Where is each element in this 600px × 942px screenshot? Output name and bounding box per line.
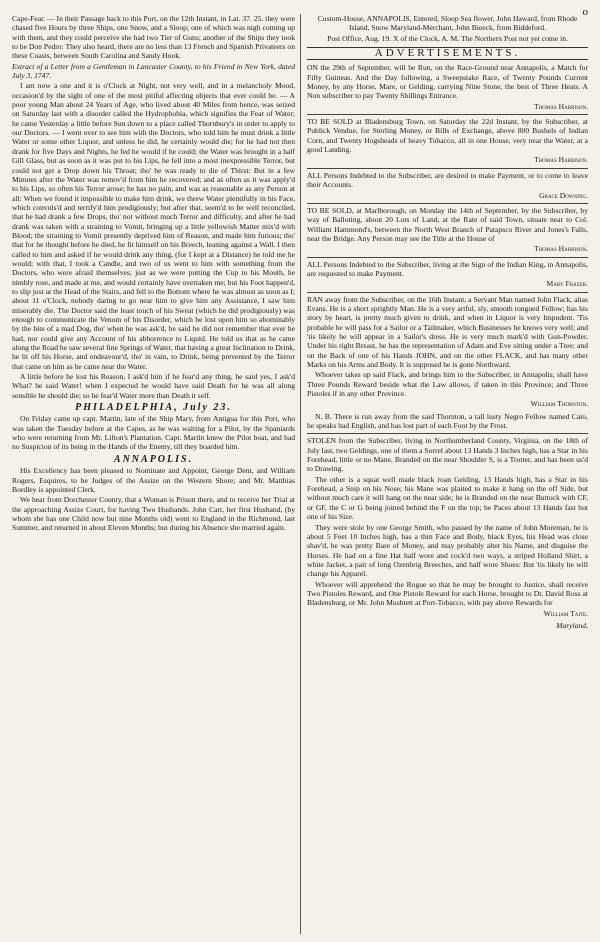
- divider: [307, 203, 588, 204]
- annapolis-appointment: His Excellency has been pleased to Nominate and Appoint, George Dent, and William Rogers, Esquires, to be Judges of the Assize on the Western Shore; and Mr. Matthias Bordley is appointed Clerk.: [12, 466, 295, 494]
- ad-stolen: [307, 436, 588, 618]
- ad-runaway-note: N. B. There is run away from the said Thornton, a tall lusty Negro Fellow named Cato, he speaks bad English, and has lost part of each Foot by the Frost.: [307, 411, 588, 431]
- ad-stolen-second-horse: The other is a squat well made black roan Gelding, 13 Hands high, has a Star in his Forehead, a Snip on his Nose; his Mane was plaited to make it hang on the off Side, but without much care it will hang on the near side; he is Branded on the near Buttock with CF, or GF, the C or G being joined behind the F on the top; he Paces about 13 Hands fast but one of his Size.: [307, 474, 588, 522]
- ad-stolen-text: STOLEN from the Subscriber, living in Northumberland County, Virginia, on the 18th of July last, two Geldings, one of them a Sorrel about 13 Hands 3 Inches high, has a Star in his Forehead, little or no Mane, Branded on the near Shoulder S, is a Trotter, and has been us'd to Drawing.: [307, 436, 588, 474]
- left-column: [12, 14, 300, 934]
- letter-extract-heading: Extract of a Letter from a Gentleman in Lancaster County, to his Friend in New York, dated July 3, 1747.: [12, 61, 295, 81]
- philadelphia-news: On Friday came up capt. Martin, late of the Ship Mary, from Antigua for this Port, who was taken the Tuesday before at the Capes, as he was waiting for a Pilot, by the Spaniards who were returning from Mr. Lifton's Plantation. Capt. Martin knew the Pilot boat, and had no Suspicion of its being in the Hands of the Enemy, till they boarded him.: [12, 414, 295, 452]
- ad-indian-king-text: ALL Persons Indebted to the Subscriber, living at the Sign of the Indian King, in Annapolis, are requested to make Payment.: [307, 259, 588, 278]
- page-number: o: [582, 6, 588, 18]
- post-office-notice: Post Office, Aug. 19. X of the Clock, A. M. The Northern Post not yet come in.: [327, 33, 568, 43]
- ad-stolen-thief: They were stole by one George Smith, who passed by the name of John Moreman, he is about 5 Feet 10 Inches high, has a thin Face and Body, black Eyes, his Head was close shav'd, he was pretty Bare of Money, and may probably alter his Name, and disguise the Horses. He had on a fine Hat half wore and cock'd two ways, a striped Holland Shirt, a white Jacket, a pair of long Ozenbrig Breeches, and half wore Shoes: But 'tis likely he will change his Apparel.: [307, 522, 588, 579]
- ad-runaway-signature: William Thornton.: [530, 399, 588, 409]
- ad-to-be-sold-text: TO BE SOLD at Bladensburg Town, on Saturday the 22d Instant, by the Subscriber, at Publick Vendue, for Sterling Money, or Bills of Exchange, above 800 Bushels of Indian Corn, and Twenty Hogsheads of heavy Tobacco, all in one House, very near the Water, at a good Landing.: [307, 117, 588, 155]
- cape-fear-news: Cape-Fear. — In their Passage back to this Port, on the 12th Instant, in Lat. 37. 25. they were chased five Hours by three Ships, one Snow, and a Sloop; one of which was nigh coming up with them, and they could perceive she had two Tier of Guns; another of the Ships they took to be Don Pedro: They also heard, there are no less than 13 French and Spanish Privateers on these Coasts, between South Carolina and Sandy Hook.: [12, 14, 295, 61]
- ad-runaway-text: RAN away from the Subscriber, on the 16th Instant, a Servant Man named John Flack, alias Evans. He is a short sprightly Man. He is a very artful, sly, smooth tongued Fellow; has his story by heart, is pretty much given to drink, and when in Liquor is very Impudent. 'Tis probable he will pass for a Sailor or a Tailmaker, which Businesses he knows very well; and 'tis likely he will appear in a Sailor's dress. He is very much mark'd with Gun-Powder. Under his right Breast, he has the representation of Adam and Eve sitting under a Tree; and on the Back of one of his Hands JOHN, and on the other FLACK, and has many other Marks on his Arms and Body. It is supposed he is gone Northward.: [307, 294, 588, 369]
- custom-house-entries: Custom-House, ANNAPOLIS, Entered, Sloop Sea flower, John Haward, from Rhode Island, Snow Maryland-Merchant, John Bieeck, from Biddeford.: [317, 14, 578, 33]
- ad-lots-text: TO BE SOLD, at Marlborough, on Monday the 14th of September, by the Subscriber, by way of Balloting, about 20 Lots of Land, at the Rate of said Town, situate near to Col. William Hammond's, between the North West Branch of Patapsco River and Jones's Falls, near the Bridge. Any Person may see the Title at the House of: [307, 205, 588, 243]
- letter-body: I am now a one and it is o'Clock at Night, not very well, and in a melancholy Mood, occasion'd by the sight of one of the most pitiful affecting objects that ever could be. — A poor young Man about 24 Years of Age, who lived about 40 Miles from hence, was seized on Saturday last with a disorder called the Hydrophobia, which signifies the Fear of Water; he came Yesterday a little before Sun down to a place called Thornbury's in order to apply to our Doctors. — I went over to see him with the Doctors, who told him he must drink a little Water or some other Liquor, and unless he did, he certainly would die; for he had not then drank for five Days and Nights, he fed he would if he could; the Water was brought in a half Gill Glass, but as soon as it was put to his Lips, he fell into a most inexpressible Terror, but could not get a Drop down his Throat; tho' he was ready to die of Thirst: But in a few Minutes after the Water was remov'd from him he recovered; and as often as it was apply'd to his Lips, so often his Terror arose; he has no pain, and was as reasonable as any Person at all: When we found it impossible to make him drink, we threw Water plentifully in his Face, which convuls'd and terrify'd him prodigiously; but after that, seem'd to be well reconciled, that he had drank a few Drops, tho' not without much Terror and difficulty, and after he had drank was taken with a straining to Vomit, bringing up a little yellowish Matter mix'd with Blood; the straining to Vomit presently deprived him of Reason, and made him furious; tho' that for he thought before he died, he fit himself on his Breech, leaning against a Wall. I then called to him and asked if he would drink any thing, (for I kept at a Distance) he told me he would; with that, I took a Candle, and two of us went to him with something from the Doctors, who were afraid themselves; just as we were putting the Cup to his Mouth, he nimbly rose, and made at me, and would certainly have overtaken me; but his Foot happen'd, to slip just at the Head of the Stairs, and fell to the Bottom where he was almost as soon as I; about 11 o'Clock, nobody daring to go near him to give him any Assistance, I saw him miserably die. The Doctor said the least touch of his Sweat (which he did prodigiously) was enough to communicate the Venom of his Disorder, which he lost upon him so abominably by the bite of a mad Dog, tho' when he was ask'd, he said he did not remember that ever he had, nor could give any Account of his abhorrence to Liquid. He told us that as he came along the Road he saw several fine Springs of Water, that having a great Inclination to Drink, he lit off his Horse, and endeavour'd, tho' in vain, to Drink, being prevented by the Terror that came on him as he came near the Water.: [12, 81, 295, 371]
- divider: [307, 114, 588, 115]
- ad-to-be-sold-signature: Thomas Harrison.: [534, 155, 588, 165]
- ad-lots-signature: Thomas Harrison.: [534, 244, 588, 254]
- divider: [307, 168, 588, 169]
- letter-conclusion: A little before he lost his Reason, I ask'd him if he fear'd any thing, he said yes, I ask'd What? he said Water! when I expected he would have said Death for he was all along sensible he should die; so he fear'd Water more than Death it self.: [12, 372, 295, 400]
- philadelphia-dateline: PHILADELPHIA, July 23.: [75, 402, 232, 414]
- ad-indebted-text: ALL Persons Indebted to the Subscriber, are desired to make Payment, or to come to leave their Accounts.: [307, 170, 588, 190]
- ad-lots: [307, 206, 588, 254]
- ad-indebted: [307, 171, 588, 200]
- ad-race-text: ON the 29th of September, will be Run, on the Race-Ground near Annapolis, a Match for Fifty Guineas. And the Day following, a Sweepstake Race, of Twenty Pounds Current Money, by any Horse, Mare, or Gelding, carrying Nine Stone, the best of Three Heats. A Non subscriber to pay Twenty Shillings Entrance.: [307, 63, 588, 101]
- annapolis-dateline: ANNAPOLIS.: [113, 453, 194, 465]
- dorchester-news: We hear from Dorchester County, that a Woman is Prison there, and to receive her Trial at the approaching Assize Court, for having Two Husbands. John Carr, her first Husband, (by whom she has one Child now but nine Months old) went to England in the Richmond, last Summer, and returned in about Eleven Months; but during his Absence she married again.: [12, 495, 295, 533]
- advertisements-heading: ADVERTISEMENTS.: [307, 47, 588, 60]
- divider: [307, 433, 588, 434]
- ad-indian-king-signature: Mary Frazer.: [546, 279, 588, 289]
- right-column: [300, 14, 588, 934]
- divider: [307, 257, 588, 258]
- columns: [12, 14, 590, 934]
- ad-stolen-reward: Whoever will apprehend the Rogue so that he may be brought to Justice, shall receive Two Pistoles Reward, and One Pistole Reward for each Horse, brought to Dr. David Ross at Bladensburg, or Mr. John Mushtett at Port-Tobacco, with pay above Rewards for: [307, 579, 588, 608]
- ad-runaway: [307, 295, 588, 431]
- ad-race: [307, 63, 588, 111]
- ad-to-be-sold: [307, 117, 588, 165]
- ad-race-signature: Thomas Harrison.: [534, 101, 588, 111]
- ad-stolen-signature: William Taite.: [543, 608, 588, 618]
- ad-indebted-signature: Grace Downing.: [539, 190, 588, 200]
- ad-indian-king: [307, 260, 588, 289]
- ad-runaway-reward: Whoever takes up said Flack, and brings him to the Subscriber, in Annapolis, shall have Three Pounds Reward beside what the Law allows, if taken in this Province; and Three Pistoles if in any other Province.: [307, 370, 588, 399]
- footer-catchword: Maryland,: [556, 620, 588, 630]
- divider: [307, 292, 588, 293]
